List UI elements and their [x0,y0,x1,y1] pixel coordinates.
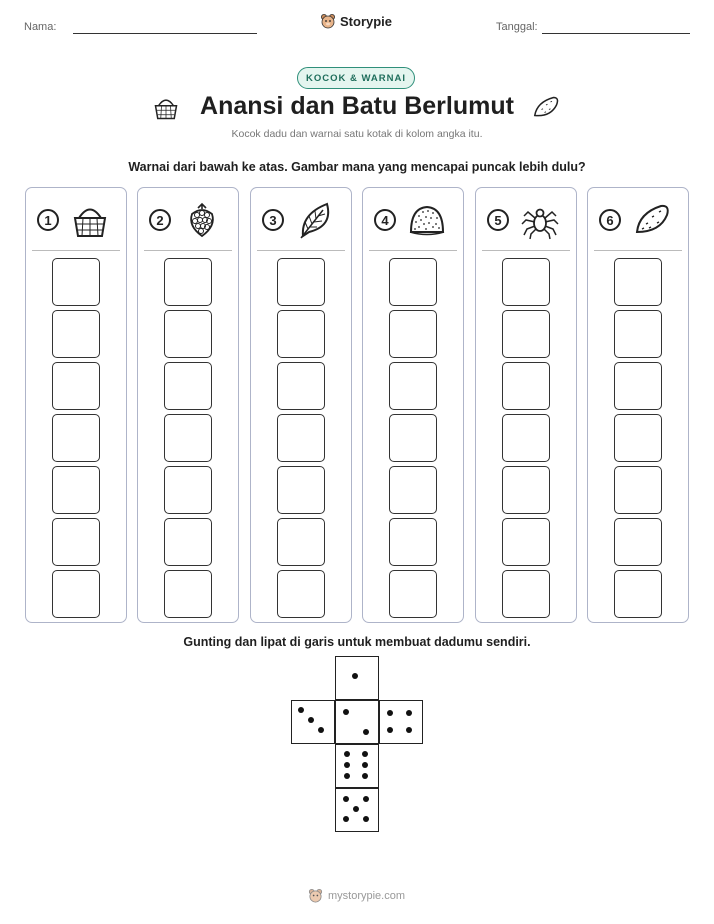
column-2 [137,187,239,623]
color-box[interactable] [389,466,437,514]
pip [318,727,324,733]
instruction-text: Warnai dari bawah ke atas. Gambar mana yang mencapai puncak lebih dulu? [128,160,586,174]
bear-logo-icon [320,13,336,29]
column-divider [257,250,345,251]
color-box[interactable] [164,362,212,410]
column-number: 3 [262,209,284,231]
pip [352,673,358,679]
leaf-icon [295,200,335,240]
color-box[interactable] [277,518,325,566]
color-box[interactable] [52,570,100,618]
column-divider [482,250,570,251]
color-box[interactable] [277,466,325,514]
pip [362,773,368,779]
color-box[interactable] [164,414,212,462]
color-box[interactable] [614,518,662,566]
page-title: Anansi dan Batu Berlumut [200,92,514,120]
pip [387,710,393,716]
color-box[interactable] [614,310,662,358]
date-label: Tanggal: [496,21,538,33]
color-box[interactable] [389,310,437,358]
pip [363,729,369,735]
pip [344,751,350,757]
color-box[interactable] [502,258,550,306]
column-5 [475,187,577,623]
pip [406,727,412,733]
page-subtitle: Kocok dadu dan warnai satu kotak di kolom angka itu. [231,128,483,140]
spider-icon [520,200,560,240]
column-divider [144,250,232,251]
color-box[interactable] [502,466,550,514]
footer-url[interactable]: mystorypie.com [328,889,406,902]
color-box[interactable] [502,414,550,462]
column-divider [369,250,457,251]
die-face-5 [335,788,379,832]
basket-icon [70,200,110,240]
column-number: 2 [149,209,171,231]
column-number: 6 [599,209,621,231]
color-box[interactable] [614,466,662,514]
color-box[interactable] [389,362,437,410]
pip [343,709,349,715]
color-box[interactable] [164,466,212,514]
mossy-rock-icon [407,200,447,240]
die-face-1 [335,656,379,700]
color-box[interactable] [52,466,100,514]
color-box[interactable] [614,362,662,410]
color-box[interactable] [277,570,325,618]
color-box[interactable] [614,570,662,618]
color-box[interactable] [502,310,550,358]
pip [353,806,359,812]
color-box[interactable] [614,258,662,306]
sweet-potato-icon [632,200,672,240]
column-3 [250,187,352,623]
pip [343,796,349,802]
color-box[interactable] [164,518,212,566]
color-box[interactable] [277,362,325,410]
color-box[interactable] [164,310,212,358]
raspberry-icon [182,200,222,240]
color-box[interactable] [52,518,100,566]
color-box[interactable] [389,414,437,462]
color-box[interactable] [52,310,100,358]
die-face-4 [379,700,423,744]
pip [343,816,349,822]
column-number: 1 [37,209,59,231]
color-box[interactable] [502,518,550,566]
pip [298,707,304,713]
pip [362,751,368,757]
pip [308,717,314,723]
column-4 [362,187,464,623]
color-box[interactable] [502,362,550,410]
pip [406,710,412,716]
sweet-potato-icon [531,93,561,123]
activity-badge: KOCOK & WARNAI [297,67,415,89]
logo-text: Storypie [340,13,393,29]
color-box[interactable] [52,414,100,462]
footer [308,888,405,903]
die-face-3 [291,700,335,744]
column-6 [587,187,689,623]
pip [363,816,369,822]
column-1 [25,187,127,623]
pip [387,727,393,733]
column-divider [32,250,120,251]
pip [363,796,369,802]
color-box[interactable] [164,570,212,618]
storypie-logo [320,13,392,29]
color-box[interactable] [164,258,212,306]
color-box[interactable] [277,414,325,462]
pip [344,762,350,768]
die-face-2 [335,700,379,744]
bear-logo-icon [308,888,323,903]
column-number: 5 [487,209,509,231]
pip [362,762,368,768]
color-box[interactable] [389,570,437,618]
color-box[interactable] [614,414,662,462]
color-box[interactable] [277,310,325,358]
die-face-6 [335,744,379,788]
color-box[interactable] [389,518,437,566]
color-box[interactable] [389,258,437,306]
name-label: Nama: [24,21,57,33]
color-box[interactable] [52,362,100,410]
column-number: 4 [374,209,396,231]
name-line[interactable] [73,33,257,34]
column-divider [594,250,682,251]
date-line[interactable] [542,33,690,34]
color-box[interactable] [52,258,100,306]
cut-instruction: Gunting dan lipat di garis untuk membuat dadumu sendiri. [183,635,531,649]
color-box[interactable] [277,258,325,306]
pip [344,773,350,779]
color-box[interactable] [502,570,550,618]
